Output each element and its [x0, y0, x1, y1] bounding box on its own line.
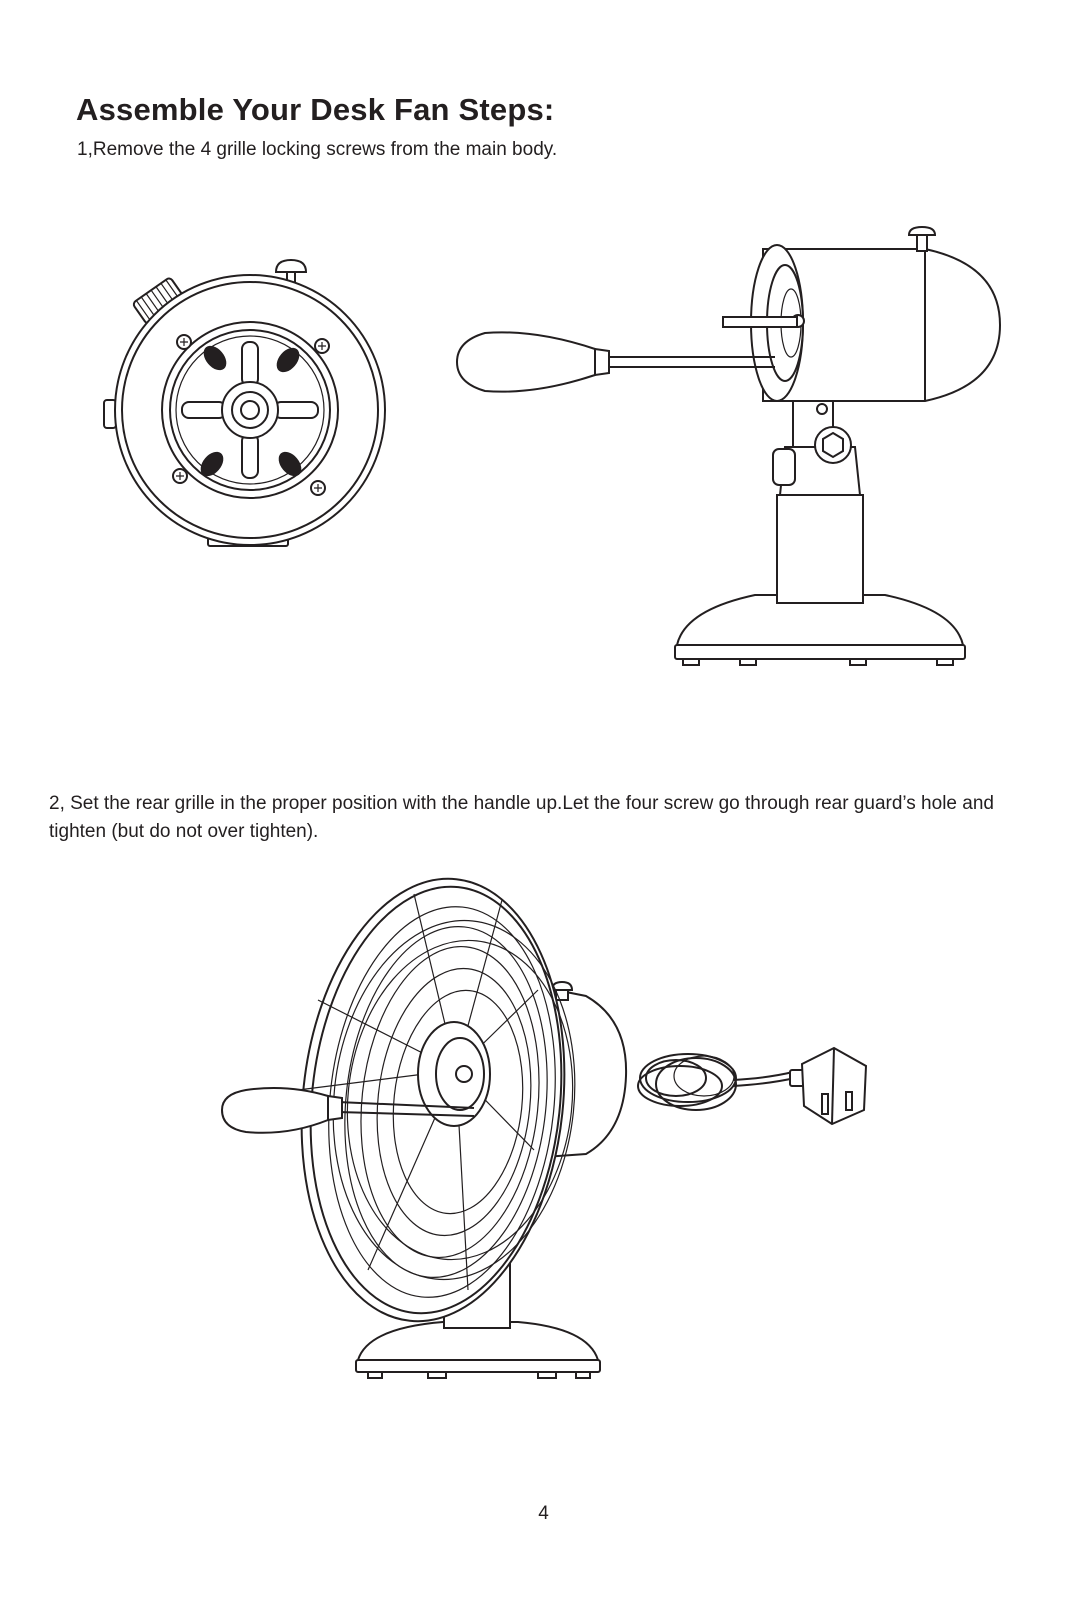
- fan-side-view-with-screwdriver-illustration: [455, 225, 1015, 675]
- fan-with-rear-grille-illustration: [218, 870, 878, 1385]
- page-title: Assemble Your Desk Fan Steps:: [76, 92, 555, 127]
- page-number: 4: [538, 1503, 549, 1524]
- step-2-text: 2, Set the rear grille in the proper position with the handle up.Let the four screw go through rear guard’s hole and tighten (but do not over tighten).: [49, 793, 994, 842]
- step-1-text: 1,Remove the 4 grille locking screws from the main body.: [77, 139, 558, 160]
- motor-front-view-illustration: [100, 250, 400, 560]
